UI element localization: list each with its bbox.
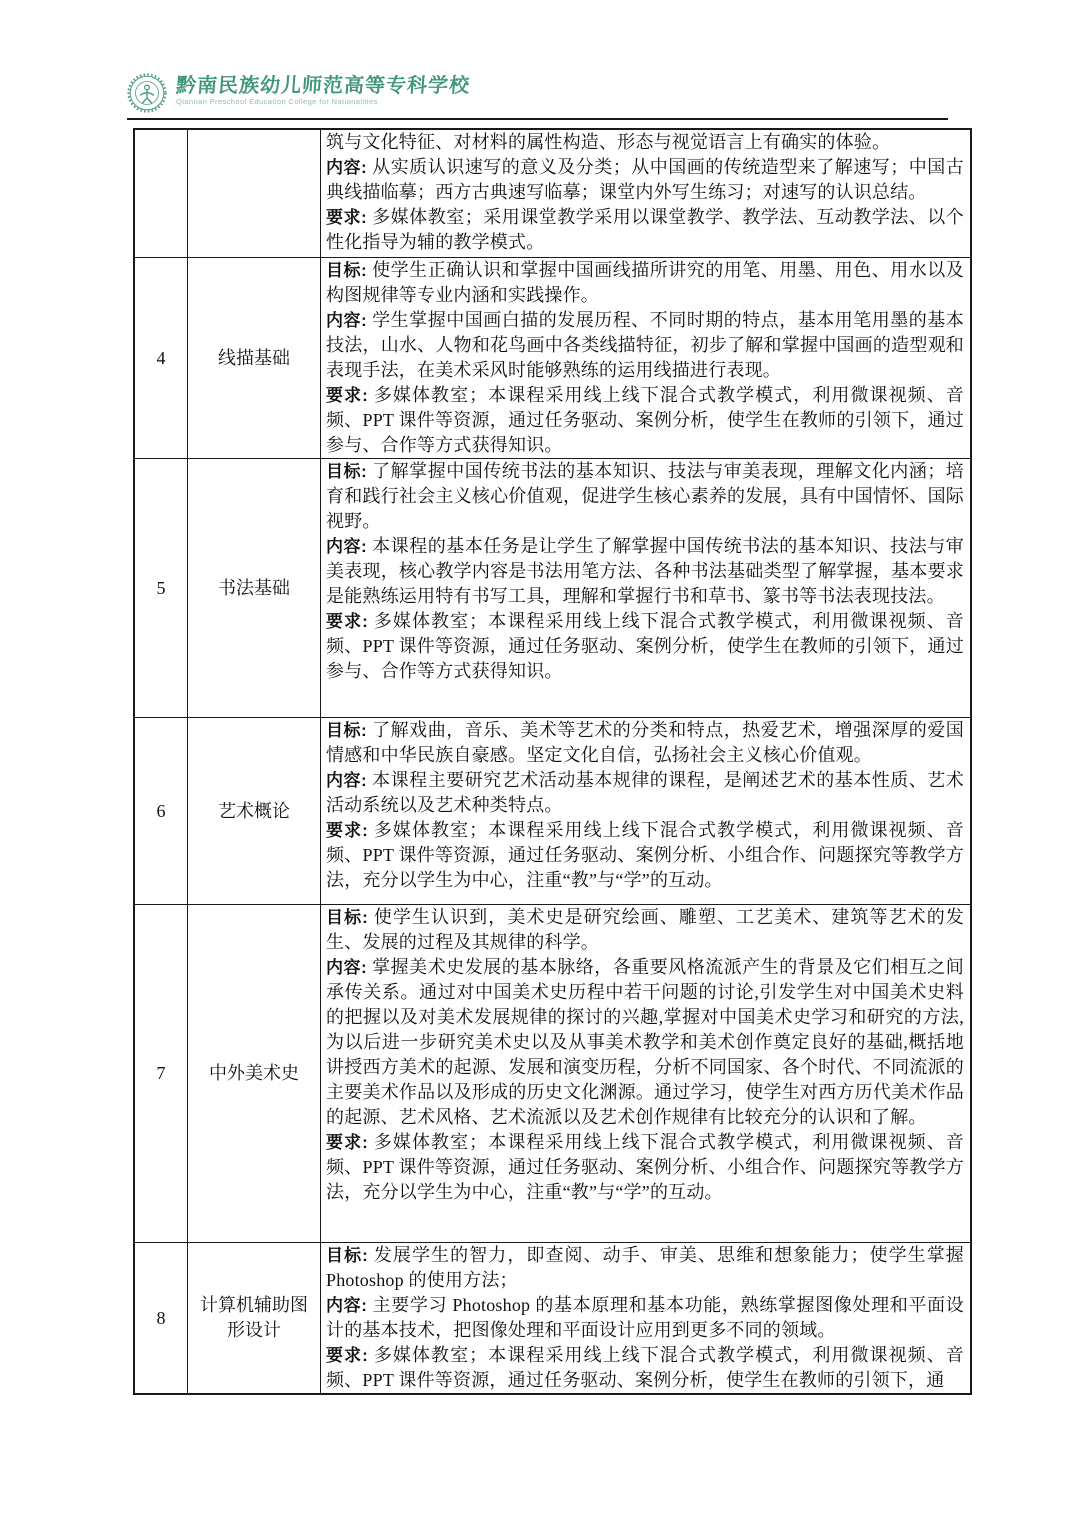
requirement-text: 多媒体教室；本课程采用线上线下混合式教学模式，利用微课视频、音频、PPT 课件等资源，通过任务驱动、案例分析、小组合作、问题探究等教学方法，充分以学生为中心，注重“教”与“学”的互动。	[326, 1132, 964, 1202]
requirement-label: 要求:	[326, 386, 368, 405]
course-name-cell: 艺术概论	[188, 718, 321, 905]
course-number-cell: 6	[134, 718, 188, 905]
content-label: 内容:	[326, 537, 367, 556]
requirement-block	[326, 1343, 964, 1393]
content-label: 内容:	[326, 958, 367, 977]
college-seal-icon	[127, 73, 167, 113]
content-label: 内容:	[326, 158, 367, 177]
requirement-block	[326, 1130, 964, 1205]
requirement-block	[326, 818, 964, 893]
requirement-block	[326, 205, 964, 255]
content-block	[326, 1293, 964, 1343]
goal-label: 目标:	[326, 1246, 368, 1265]
continuation-text	[326, 130, 964, 155]
goal-text: 了解掌握中国传统书法的基本知识、技法与审美表现，理解文化内涵；培育和践行社会主义核心价值观，促进学生核心素养的发展，具有中国情怀、国际视野。	[326, 461, 964, 531]
course-name-cell: 线描基础	[188, 258, 321, 459]
content-block	[326, 534, 964, 609]
course-desc-cell	[321, 459, 972, 718]
course-desc-cell	[321, 1243, 972, 1395]
requirement-text: 多媒体教室；本课程采用线上线下混合式教学模式，利用微课视频、音频、PPT 课件等资源，通过任务驱动、案例分析，使学生在教师的引领下，通过参与、合作等方式获得知识。	[326, 611, 964, 681]
college-name-en: Qiannan Preschool Education College for Nationalities	[176, 97, 378, 106]
requirement-label: 要求:	[326, 1133, 368, 1152]
course-name-cell	[188, 129, 321, 258]
goal-text: 使学生认识到，美术史是研究绘画、雕塑、工艺美术、建筑等艺术的发生、发展的过程及其规律的科学。	[326, 907, 964, 952]
course-number-cell	[134, 129, 188, 258]
goal-block	[326, 1243, 964, 1293]
requirement-block	[326, 383, 964, 458]
content-block	[326, 768, 964, 818]
desc-text: 筑与文化特征、对材料的属性构造、形态与视觉语言上有确实的体验。	[326, 132, 891, 152]
content-label: 内容:	[326, 311, 367, 330]
requirement-label: 要求:	[326, 208, 367, 227]
content-text: 本课程主要研究艺术活动基本规律的课程，是阐述艺术的基本性质、艺术活动系统以及艺术种类特点。	[326, 770, 964, 815]
course-name-cell: 中外美术史	[188, 905, 321, 1243]
content-label: 内容:	[326, 1296, 368, 1315]
course-desc-cell	[321, 129, 972, 258]
requirement-text: 多媒体教室；本课程采用线上线下混合式教学模式，利用微课视频、音频、PPT 课件等资源，通过任务驱动、案例分析，使学生在教师的引领下，通	[326, 1345, 964, 1390]
course-name-cell: 计算机辅助图形设计	[188, 1243, 321, 1395]
requirement-text: 多媒体教室；采用课堂教学采用以课堂教学、教学法、互动教学法、以个性化指导为辅的教学模式。	[326, 207, 964, 252]
college-name-block	[176, 72, 470, 107]
content-label: 内容:	[326, 771, 367, 790]
goal-label: 目标:	[326, 462, 367, 481]
course-number-cell: 7	[134, 905, 188, 1243]
goal-label: 目标:	[326, 908, 368, 927]
header-divider	[127, 118, 948, 120]
content-block	[326, 155, 964, 205]
content-text: 从实质认识速写的意义及分类；从中国画的传统造型来了解速写；中国古典线描临摹；西方古典速写临摹；课堂内外写生练习；对速写的认识总结。	[326, 157, 964, 202]
content-text: 主要学习 Photoshop 的基本原理和基本功能，熟练掌握图像处理和平面设计的基本技术，把图像处理和平面设计应用到更多不同的领域。	[326, 1295, 964, 1340]
table-row-8	[134, 1243, 971, 1395]
content-block	[326, 308, 964, 383]
goal-block	[326, 718, 964, 768]
table-row-5	[134, 459, 971, 718]
letterhead	[127, 72, 948, 113]
content-text: 学生掌握中国画白描的发展历程、不同时期的特点，基本用笔用墨的基本技法，山水、人物和花鸟画中各类线描特征，初步了解和掌握中国画的造型观和表现手法，在美术采风时能够熟练的运用线描进行表现。	[326, 310, 964, 380]
content-text: 本课程的基本任务是让学生了解掌握中国传统书法的基本知识、技法与审美表现，核心教学内容是书法用笔方法、各种书法基础类型了解掌握，基本要求是能熟练运用特有书写工具，理解和掌握行书和草书、篆书等书法表现技法。	[326, 536, 964, 606]
goal-block	[326, 459, 964, 534]
goal-block	[326, 905, 964, 955]
course-desc-cell	[321, 905, 972, 1243]
goal-label: 目标:	[326, 721, 367, 740]
requirement-text: 多媒体教室；本课程采用线上线下混合式教学模式，利用微课视频、音频、PPT 课件等资源，通过任务驱动、案例分析，使学生在教师的引领下，通过参与、合作等方式获得知识。	[326, 385, 964, 455]
course-number-cell: 5	[134, 459, 188, 718]
goal-text: 了解戏曲，音乐、美术等艺术的分类和特点，热爱艺术，增强深厚的爱国情感和中华民族自豪感。坚定文化自信，弘扬社会主义核心价值观。	[326, 720, 964, 765]
course-table	[133, 128, 972, 1395]
course-desc-cell	[321, 258, 972, 459]
goal-label: 目标:	[326, 261, 367, 280]
course-number-cell: 4	[134, 258, 188, 459]
content-block	[326, 955, 964, 1130]
requirement-label: 要求:	[326, 821, 368, 840]
goal-text: 使学生正确认识和掌握中国画线描所讲究的用笔、用墨、用色、用水以及构图规律等专业内涵和实践操作。	[326, 260, 964, 305]
table-row-7	[134, 905, 971, 1243]
college-name-cn: 黔南民族幼儿师范高等专科学校	[175, 75, 471, 97]
college-logo	[127, 72, 948, 113]
table-row-4	[134, 258, 971, 459]
requirement-block	[326, 609, 964, 684]
content-text: 掌握美术史发展的基本脉络，各重要风格流派产生的背景及它们相互之间承传关系。通过对中国美术史历程中若干问题的讨论,引发学生对中国美术史料的把握以及对美术发展规律的探讨的兴趣,掌握对中国美术史学习和研究的方法,为以后进一步研究美术史以及从事美术教学和美术创作奠定良好的基础,概括地讲授西方美术的起源、发展和演变历程，分析不同国家、各个时代、不同流派的主要美术作品以及形成的历史文化渊源。通过学习，使学生对西方历代美术作品的起源、艺术风格、艺术流派以及艺术创作规律有比较充分的认识和了解。	[326, 957, 964, 1127]
requirement-label: 要求:	[326, 612, 368, 631]
table-row-continuation	[134, 129, 971, 258]
requirement-label: 要求:	[326, 1346, 368, 1365]
goal-text: 发展学生的智力，即查阅、动手、审美、思维和想象能力；使学生掌握 Photoshop 的使用方法；	[326, 1245, 964, 1290]
table-row-6	[134, 718, 971, 905]
goal-block	[326, 258, 964, 308]
course-name-cell: 书法基础	[188, 459, 321, 718]
course-number-cell: 8	[134, 1243, 188, 1395]
course-desc-cell	[321, 718, 972, 905]
requirement-text: 多媒体教室；本课程采用线上线下混合式教学模式，利用微课视频、音频、PPT 课件等资源，通过任务驱动、案例分析、小组合作、问题探究等教学方法，充分以学生为中心，注重“教”与“学”的互动。	[326, 820, 964, 890]
